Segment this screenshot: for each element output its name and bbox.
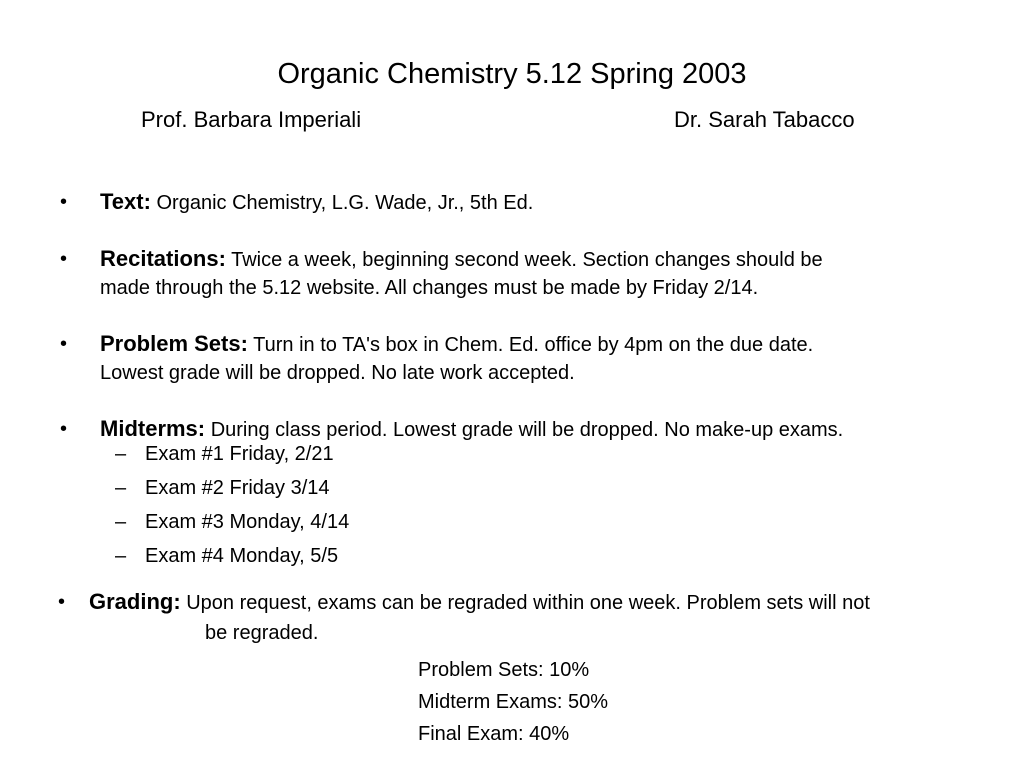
recitations-label: Recitations: (100, 246, 226, 271)
problem-sets-body-line1: Turn in to TA's box in Chem. Ed. office by 4pm on the due date. (253, 334, 814, 356)
grade-breakdown-item: Midterm Exams: 50% (418, 691, 609, 713)
text-line (100, 188, 533, 217)
bullet-marker: • (58, 591, 66, 613)
grading-body-line1: Upon request, exams can be regraded within one week. Problem sets will not (186, 592, 870, 614)
grading-label: Grading: (89, 589, 181, 614)
exam-dash: – (115, 511, 127, 533)
exam-dash: – (115, 477, 127, 499)
bullet-marker: • (60, 333, 68, 355)
midterms-body: During class period. Lowest grade will be dropped. No make-up exams. (210, 419, 844, 441)
midterms-label: Midterms: (100, 416, 206, 441)
grade-breakdown-item: Final Exam: 40% (418, 723, 570, 745)
text-label: Text: (100, 189, 151, 214)
grading-line1 (89, 588, 870, 617)
exam-dash: – (115, 443, 127, 465)
exam-dash: – (115, 545, 127, 567)
recitations-body-line2: made through the 5.12 website. All changes must be made by Friday 2/14. (100, 277, 759, 299)
grading-body-line2: be regraded. (205, 622, 319, 644)
instructor-left: Prof. Barbara Imperiali (141, 107, 362, 132)
problem-sets-label: Problem Sets: (100, 331, 248, 356)
bullet-marker: • (60, 248, 68, 270)
recitations-body-line1: Twice a week, beginning second week. Section changes should be (231, 249, 823, 271)
problem-sets-body-line2: Lowest grade will be dropped. No late work accepted. (100, 362, 575, 384)
exam-item: Exam #4 Monday, 5/5 (145, 545, 339, 567)
bullet-marker: • (60, 191, 68, 213)
grade-breakdown-item: Problem Sets: 10% (418, 659, 590, 681)
page-title: Organic Chemistry 5.12 Spring 2003 (277, 58, 747, 90)
bullet-marker: • (60, 418, 68, 440)
problem-sets-line1 (100, 330, 813, 359)
exam-item: Exam #3 Monday, 4/14 (145, 511, 350, 533)
text-body: Organic Chemistry, L.G. Wade, Jr., 5th Ed. (156, 192, 534, 214)
instructor-right: Dr. Sarah Tabacco (674, 107, 855, 132)
midterms-line (100, 415, 843, 444)
exam-item: Exam #2 Friday 3/14 (145, 477, 330, 499)
recitations-line1 (100, 245, 823, 274)
exam-item: Exam #1 Friday, 2/21 (145, 443, 334, 465)
